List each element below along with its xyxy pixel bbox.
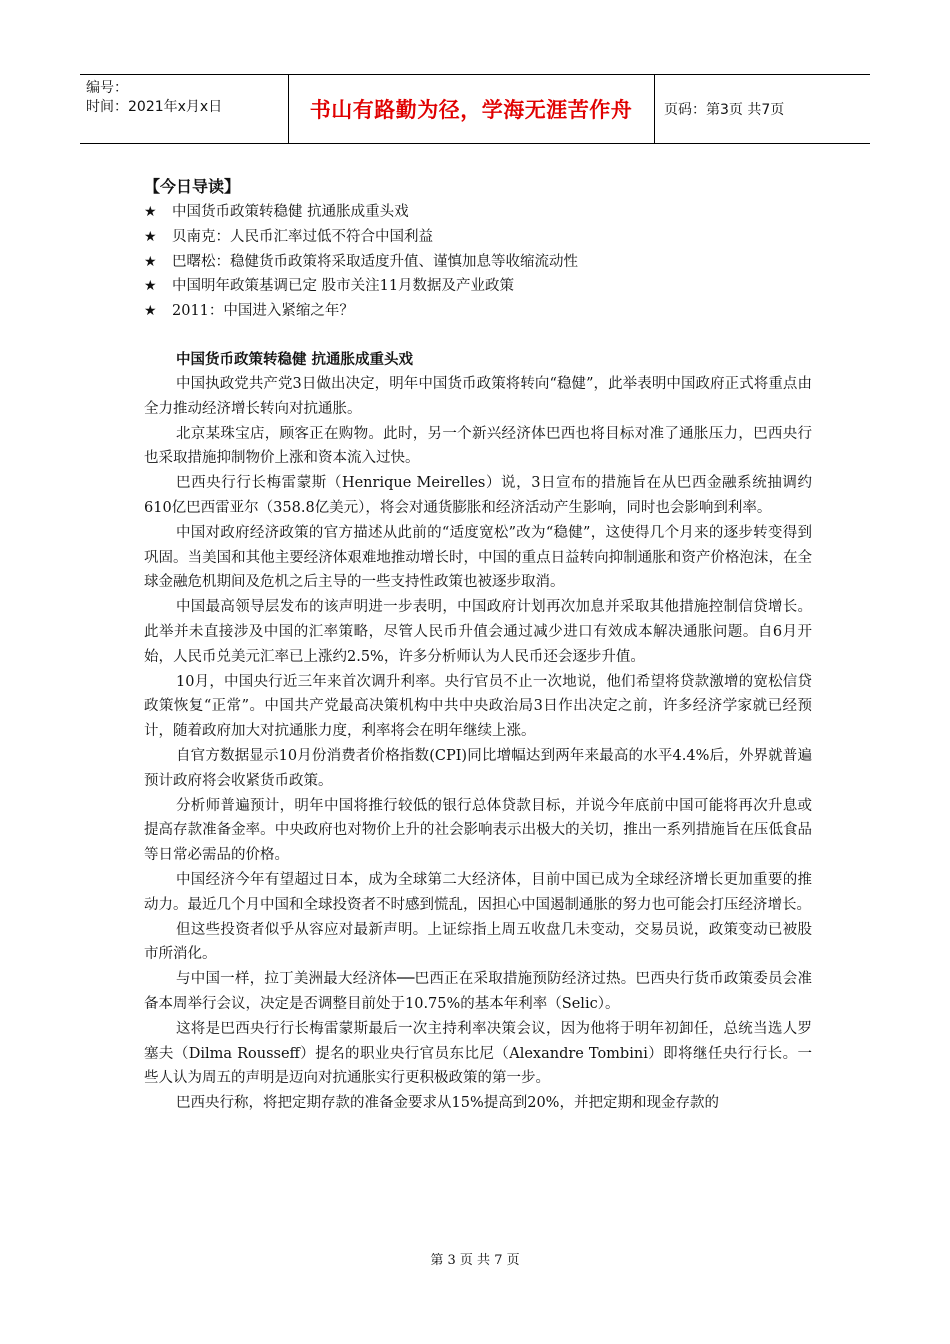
guide-item — [144, 250, 812, 275]
article-paragraph: 自官方数据显示10月份消费者价格指数(CPI)同比增幅达到两年来最高的水平4.4%后，外界就普遍预计政府将会收紧货币政策。 — [144, 747, 812, 789]
guide-item-text: 贝南克：人民币汇率过低不符合中国利益 — [172, 228, 433, 245]
article-paragraph: 北京某珠宝店，顾客正在购物。此时，另一个新兴经济体巴西也将目标对准了通胀压力，巴西央行也采取措施抑制物价上涨和资本流入过快。 — [144, 425, 812, 467]
page-content — [144, 174, 812, 1116]
guide-item — [144, 200, 812, 225]
header-divider-right — [654, 75, 655, 143]
article-paragraph: 中国对政府经济政策的官方描述从此前的“适度宽松”改为“稳健”，这使得几个月来的逐步转变得到巩固。当美国和其他主要经济体艰难地推动增长时，中国的重点日益转向抑制通胀和资产价格泡沫，在全球金融危机期间及危机之后主导的一些支持性政策也被逐步取消。 — [144, 524, 812, 591]
star-icon: ★ — [144, 228, 157, 245]
guide-list — [144, 200, 812, 324]
guide-item — [144, 274, 812, 299]
article-paragraph: 这将是巴西央行行长梅雷蒙斯最后一次主持利率决策会议，因为他将于明年初卸任，总统当选人罗塞夫（Dilma Rousseff）提名的职业央行官员东比尼（Alexandre Tombini）即将继任央行行长。一些人认为周五的声明是迈向对抗通胀实行更积极政策的第一步。 — [144, 1020, 812, 1087]
page-footer: 第 3 页 共 7 页 — [430, 1253, 520, 1268]
article-paragraph: 与中国一样，拉丁美洲最大经济体──巴西正在采取措施预防经济过热。巴西央行货币政策委员会准备本周举行会议，决定是否调整目前处于10.75%的基本年利率（Selic）。 — [144, 971, 812, 1012]
star-icon: ★ — [144, 253, 157, 270]
article-paragraph: 分析师普遍预计，明年中国将推行较低的银行总体贷款目标，并说今年底前中国可能将再次升息或提高存款准备金率。中央政府也对物价上升的社会影响表示出极大的关切，推出一系列措施旨在压低食品等日常必需品的价格。 — [144, 797, 812, 864]
star-icon: ★ — [144, 303, 157, 320]
article-paragraph: 中国执政党共产党3日做出决定，明年中国货币政策将转向“稳健”，此举表明中国政府正式将重点由全力推动经济增长转向对抗通胀。 — [144, 375, 812, 417]
article-paragraph: 但这些投资者似乎从容应对最新声明。上证综指上周五收盘几未变动，交易员说，政策变动已被股市所消化。 — [144, 921, 812, 963]
guide-item-text: 中国货币政策转稳健 抗通胀成重头戏 — [172, 204, 409, 220]
guide-item-text: 2011：中国进入紧缩之年？ — [172, 303, 354, 320]
guide-item-text: 中国明年政策基调已定 股市关注11月数据及产业政策 — [172, 278, 515, 295]
document-header — [80, 74, 870, 144]
guide-item — [144, 299, 812, 324]
header-divider-left — [288, 75, 289, 143]
star-icon: ★ — [144, 204, 157, 220]
article-title: 中国货币政策转稳健 抗通胀成重头戏 — [176, 351, 414, 368]
guide-item-text: 巴曙松：稳健货币政策将采取适度升值、谨慎加息等收缩流动性 — [172, 253, 578, 270]
article-paragraph: 中国最高领导层发布的该声明进一步表明，中国政府计划再次加息并采取其他措施控制信贷增长。此举并未直接涉及中国的汇率策略，尽管人民币升值会通过减少进口有效成本解决通胀问题。自6月开始，人民币兑美元汇率已上涨约2.5%，许多分析师认为人民币还会逐步升值。 — [144, 599, 812, 665]
header-number-label: 编号： — [86, 80, 128, 96]
header-page-info: 页码：第3页 共7页 — [664, 102, 785, 118]
header-time-label: 时间：2021年x月x日 — [86, 99, 223, 115]
header-meta — [86, 79, 286, 117]
article-paragraph: 中国经济今年有望超过日本，成为全球第二大经济体，目前中国已成为全球经济增长更加重要的推动力。最近几个月中国和全球投资者不时感到慌乱，因担心中国遏制通胀的努力也可能会打压经济增长。 — [144, 871, 812, 913]
guide-item — [144, 225, 812, 250]
article-paragraph: 巴西央行称，将把定期存款的准备金要求从15%提高到20%，并把定期和现金存款的 — [176, 1095, 719, 1112]
header-motto: 书山有路勤为径，学海无涯苦作舟 — [309, 98, 633, 122]
star-icon: ★ — [144, 278, 157, 295]
guide-title: 【今日导读】 — [144, 177, 241, 196]
article-paragraph: 巴西央行行长梅雷蒙斯（Henrique Meirelles）说，3日宣布的措施旨在从巴西金融系统抽调约610亿巴西雷亚尔（358.8亿美元），将会对通货膨胀和经济活动产生影响，同时也会影响到利率。 — [144, 475, 812, 516]
article-paragraph: 10月，中国央行近三年来首次调升利率。央行官员不止一次地说，他们希望将贷款激增的宽松信贷政策恢复“正常”。中国共产党最高决策机构中共中央政治局3日作出决定之前，许多经济学家就已经预计，随着政府加大对抗通胀力度，利率将会在明年继续上涨。 — [144, 673, 812, 740]
